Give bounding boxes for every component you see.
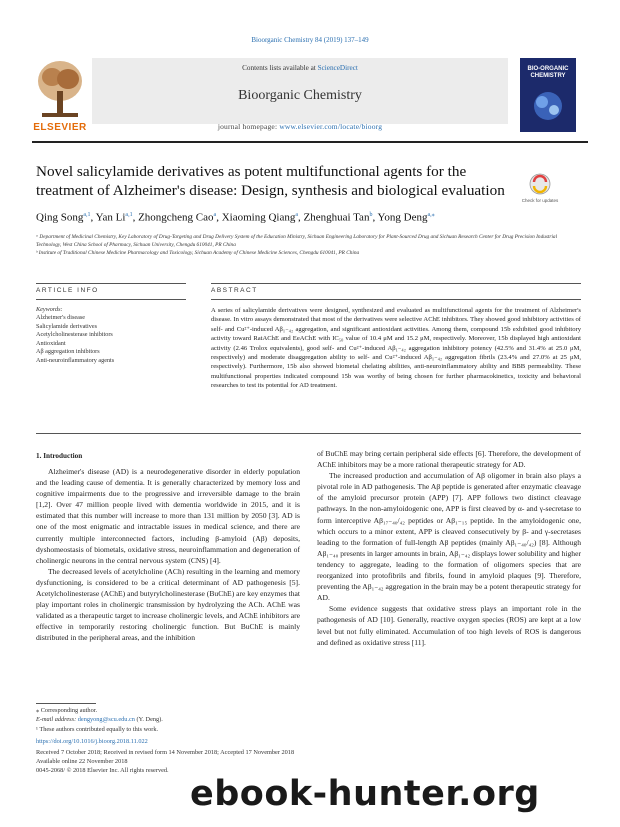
keyword-item: Aβ aggregation inhibitors (36, 348, 100, 356)
footnotes (36, 706, 336, 734)
email-label: E-mail address: (36, 716, 78, 724)
equal-contribution-note: ¹ These authors contributed equally to this work. (36, 725, 159, 733)
check-for-updates-icon[interactable] (520, 172, 560, 210)
intro-left-column (36, 466, 300, 644)
author-list: Qing Song$^{a,1}$, Yan Li$^{a,1}$, Zhongcheng Cao$^a$, Xiaoming Qiang$^a$, Zhenghuai Tan$^b$, Yong Deng$^{a,⁎}$ (36, 211, 435, 224)
doi-link[interactable]: https://doi.org/10.1016/j.bioorg.2018.11.022 (36, 738, 148, 745)
footnote-divider (36, 703, 96, 704)
author-affiliation-mark[interactable]: a (213, 212, 217, 218)
abstract-rule-bottom (211, 299, 581, 300)
author-affiliation-mark[interactable]: a,1 (125, 212, 133, 218)
author-affiliation-mark[interactable]: a (295, 212, 299, 218)
available-online: Available online 22 November 2018 (36, 758, 128, 766)
author-affiliation-mark[interactable]: b (369, 212, 373, 218)
homepage-line (92, 122, 508, 131)
author-name[interactable]: Xiaoming Qiang (221, 211, 296, 224)
contents-line (92, 64, 508, 72)
watermark-text: ebook-hunter.org (190, 774, 540, 814)
keyword-item: Antioxidant (36, 339, 66, 347)
homepage-link[interactable]: www.elsevier.com/locate/bioorg (279, 122, 383, 131)
author-name[interactable]: Zhongcheng Cao (138, 211, 214, 224)
article-info-rule-bottom (36, 299, 186, 300)
journal-cover-image (520, 58, 576, 132)
intro-right-column (317, 448, 581, 648)
keyword-item: Salicylamide derivatives (36, 322, 97, 330)
cover-title: BIO-ORGANIC CHEMISTRY (527, 66, 569, 79)
intro-paragraph: The decreased levels of acetylcholine (ACh) resulting in the learning and memory dysfunctioning, is considered to be a critical determinant of AD pathogenesis [5]. Acetylcholinesterase (AChE) and butyrylcholinesterase (BuChE) are key enzymes that play important roles in cholinergic transmission by hydrolyzing the ACh. AChE was validated as a therapeutic target to increase cholinergic levels, and AChE inhibitors are effective in temporarily restoring cholinergic function. But BuChE is mainly distributed in the peripheral areas, and the inhibition (36, 566, 301, 643)
author-name[interactable]: Yong Deng (377, 211, 428, 224)
abstract-bottom-divider (36, 433, 581, 434)
intro-paragraph: The increased production and accumulation of Aβ oligomer in brain also plays a pivotal role in AD pathogenesis. The Aβ peptide is generated after enzymatic cleavage of the amyloid precursor protein (APP) [7]. APP follows two distinct cleavage pathways. In the non-amyloidogenic one, APP is first cleaved by α- and γ-secretase to form interceptive Aβ₁₇₋₄₀/₄₂ peptides or Aβ₁₋₁₅ peptide. In the amyloidogenic one, which occurs to a minor extent, APP is cleaved consecutively by β- and γ-secretases leading to the formation of full-length Aβ peptides (mainly Aβ₁₋₄₀/₄₂) [8]. Although Aβ₁₋₄₀ presents in larger amounts in brain, Aβ₁₋₄₂ displays lower solubility and higher tendency to aggregate, leading to the formation of oligomers species that are reorganized into protofibrils and fibrils, found in amyloid plaques [9]. Therefore, preventing the Aβ₁₋₄₂ aggregation in the brain may be a potent therapeutic strategy for AD. (317, 471, 581, 603)
introduction-heading: 1. Introduction (36, 452, 83, 460)
abstract-rule-top (211, 283, 581, 284)
intro-paragraph: Some evidence suggests that oxidative stress plays an important role in the pathogenesis of AD [10]. Generally, reactive oxygen species (ROS) are kept at a low level but not fully eliminated. Accumulation of too high levels of ROS is dangerous and defined as oxidative stress [11]. (317, 604, 581, 647)
keywords-label: Keywords: (36, 306, 63, 313)
contents-prefix: Contents lists available at (242, 64, 318, 72)
publication-history (36, 748, 596, 776)
publisher-name: ELSEVIER (33, 122, 87, 133)
received-dates: Received 7 October 2018; Received in revised form 14 November 2018; Accepted 17 November 2018 (36, 749, 295, 756)
intro-paragraph: of BuChE may bring certain peripheral side effects [6]. Therefore, the development of AChE inhibitors may be a more rational therapeutic strategy for AD. (317, 449, 581, 470)
abstract-heading: ABSTRACT (211, 287, 258, 294)
author-affiliation-mark[interactable]: a,1 (83, 212, 91, 218)
homepage-prefix: journal homepage: (217, 122, 280, 131)
corresponding-author-note: ⁎ Corresponding author. (36, 707, 98, 714)
copyright-line: 0045-2068/ © 2018 Elsevier Inc. All rights reserved. (36, 767, 169, 775)
keyword-item: Alzheimer's disease (36, 314, 86, 321)
keyword-list (36, 314, 186, 366)
author-name[interactable]: Qing Song (36, 211, 84, 224)
author-affiliation-mark[interactable]: a,⁎ (427, 212, 435, 218)
email-suffix: (Y. Deng). (134, 716, 163, 724)
sciencedirect-link[interactable]: ScienceDirect (317, 64, 358, 72)
keyword-item: Anti-neuroinflammatory agents (36, 356, 115, 364)
intro-paragraph: Alzheimer's disease (AD) is a neurodegenerative disorder in elderly population and the leading cause of dementia. It is generally characterized by memory loss and cognitive impairments due to the progressive and irreversible damage to the brain [1,2]. Over 47 million people lived with dementia worldwide in 2015, and it is estimated that this number will increase to more than 131 million by 2050 [3]. AD is one of the most enigmatic and intractable issues in medical science, and there are currently multiple interconnected factors, including β-amyloid (Aβ) deposits, dyshomeostasis of biometals, oxidative stress, neuroinflammation and degeneration of cholinergic neurons in the central nervous system (CNS) [4]. (36, 467, 300, 565)
author-name[interactable]: Zhenghuai Tan (303, 211, 370, 224)
article-info-heading: ARTICLE INFO (36, 287, 99, 294)
email-note (36, 715, 336, 724)
journal-name: Bioorganic Chemistry (238, 88, 362, 103)
check-for-updates-label[interactable]: Check for updates (521, 198, 559, 203)
journal-reference-link[interactable]: Bioorganic Chemistry 84 (2019) 137–149 (251, 36, 369, 44)
keyword-item: Acetylcholinesterase inhibitors (36, 331, 113, 339)
elsevier-tree-logo (32, 57, 88, 131)
article-info-rule-top (36, 283, 186, 284)
email-link[interactable]: dengyong@scu.edu.cn (77, 716, 135, 724)
abstract-text: A series of salicylamide derivatives were designed, synthesized and evaluated as multifunctional agents for the treatment of Alzheimer's disease. In vitro assays demonstrated that most of the derivatives were selective AChE inhibitors. They showed good inhibitory activities of self- and Cu²⁺-induced Aβ₁₋₄₂ aggregation, and significant antioxidant activities. Among them, compound 15b exhibited good inhibitory activity toward RatAChE and EeAChE with IC₅₀ value of 10.4 μM and 15.2 μM, respectively. Moreover, 15b displayed high antioxidant activity (2.46 Trolox equivalents), good self- and Cu²⁺-induced Aβ₁₋₄₂ aggregation inhibitory potency (42.5% and 31.4% at 25.0 μM, respectively) and moderate disaggregation ability to self- and Cu²⁺-induced Aβ₁₋₄₂ aggregation fibrils (23.4% and 27.0% at 25 μM, respectively). Furthermore, 15b also showed biometal chelating abilities, anti-neuroinflammatory ability and BBB permeability. These multifunctional properties indicated compound 15b was worthy of being chosen for further pharmacokinetics, toxicity and behavioral researches to test its potential for AD treatment. (211, 307, 581, 390)
header-divider (32, 141, 588, 143)
author-name[interactable]: Yan Li (95, 211, 126, 224)
article-title: Novel salicylamide derivatives as potent multifunctional agents for the treatment of Alzheimer's disease: Design, synthesis and biological evaluation (36, 163, 505, 199)
affiliation-b: ᵇ Institute of Traditional Chinese Medicine Pharmacology and Toxicology, Sichuan Academy of Chinese Medicine Sciences, Chengdu 610041, PR China (36, 250, 360, 256)
affiliation-a: ᵃ Department of Medicinal Chemistry, Key Laboratory of Drug-Targeting and Drug Delivery System of the Education Ministry, Sichuan Engineering Laboratory for Plant-Sourced Drug and Sichuan Research Center for Drug Precision Industrial Technology, West China School of Pharmacy, Sichuan University, Chengdu 610041, PR China (36, 234, 558, 248)
